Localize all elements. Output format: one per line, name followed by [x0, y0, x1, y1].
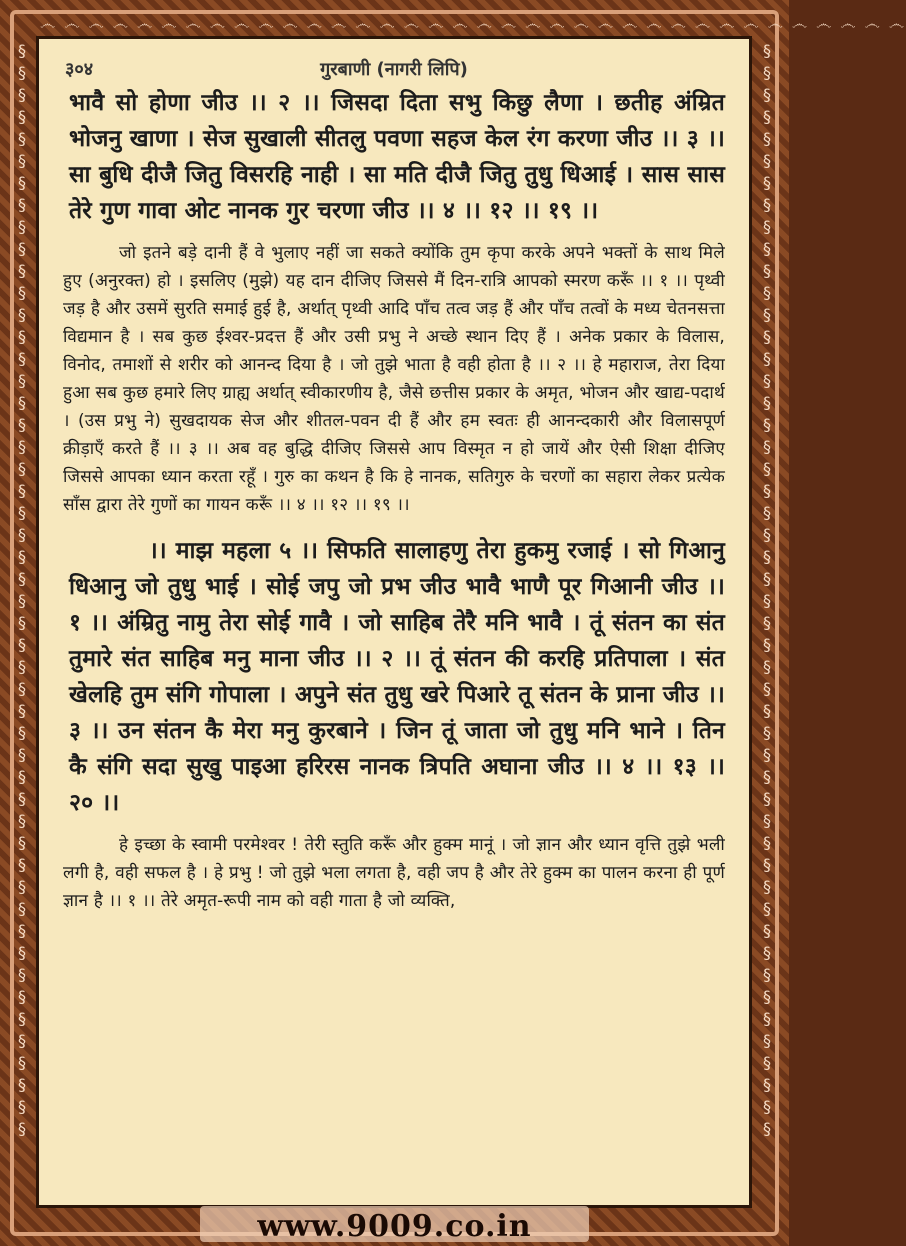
scripture-page	[36, 36, 752, 1208]
page-title: गुरबाणी (नागरी लिपि)	[320, 59, 468, 80]
translation-block-1: जो इतने बड़े दानी हैं वे भुलाए नहीं जा सकते क्योंकि तुम कृपा करके अपने भक्तों के साथ मिले हुए (अनुरक्त) हो । इसलिए (मुझे) यह दान दीजिए जिससे मैं दिन-रात्रि आपको स्मरण करूँ ।। १ ।। पृथ्वी जड़ है और उसमें सुरति समाई हुई है, अर्थात् पृथ्वी आदि पाँच तत्व जड़ हैं और पाँच तत्वों के मध्य चेतनसत्ता विद्यमान है । सब कुछ ईश्वर-प्रदत्त हैं और उसी प्रभु ने अच्छे स्थान दिए हैं । अनेक प्रकार के विलास, विनोद, तमाशों से शरीर को आनन्द दिया है । जो तुझे भाता है वही होता है ।। २ ।। हे महाराज, तेरा दिया हुआ सब कुछ हमारे लिए ग्राह्य अर्थात् स्वीकारणीय है, जैसे छत्तीस प्रकार के अमृत, भोजन और खाद्य-पदार्थ । (उस प्रभु ने) सुखदायक सेज और शीतल-पवन दी हैं और हम स्वतः ही आनन्दकारी और विलासपूर्ण क्रीड़ाएँ करते हैं ।। ३ ।। अब वह बुद्धि दीजिए जिससे आप विस्मृत न हो जायें और ऐसी शिक्षा दीजिए जिससे आपका ध्यान करता रहूँ । गुरु का कथन है कि हे नानक, सतिगुरु के चरणों का सहारा लेकर प्रत्येक साँस द्वारा तेरे गुणों का गायन करूँ ।। ४ ।। १२ ।। १९ ।।	[63, 243, 725, 515]
left-ornament-band: § § § § § § § § § § § § § § § § § § § § § § § § § § § § § § § § § § § § § § § § § § § § § § § § § §	[18, 41, 26, 1138]
page-header	[39, 39, 749, 79]
top-ornament-band: ෴ ෴ ෴ ෴ ෴ ෴ ෴ ෴ ෴ ෴ ෴ ෴ ෴ ෴ ෴ ෴ ෴ ෴ ෴ ෴ ෴ ෴ ෴ ෴ ෴ ෴ ෴ ෴ ෴ ෴ ෴ ෴ ෴ ෴ ෴ ෴	[40, 14, 906, 33]
right-ornament-band: § § § § § § § § § § § § § § § § § § § § § § § § § § § § § § § § § § § § § § § § § § § § § § § § § §	[763, 41, 771, 1138]
verse-block-2: ।। माझ महला ५ ।। सिफति सालाहणु तेरा हुकमु रजाई । सो गिआनु धिआनु जो तुधु भाई । सोई जपु जो प्रभ जीउ भावै भाणै पूर गिआनी जीउ ।। १ ।। अंम्रितु नामु तेरा सोई गावै । जो साहिब तेरै मनि भावै । तूं संतन का संत तुमारे संत साहिब मनु माना जीउ ।। २ ।। तूं संतन की करहि प्रतिपाला । संत खेलहि तुम संगि गोपाला । अपुने संत तुधु खरे पिआरे तू संतन के प्राना जीउ ।। ३ ।। उन संतन कै मेरा मनु कुरबाने । जिन तूं जाता जो तुधु मनि भाने । तिन कै संगि सदा सुखु पाइआ हरिरस नानक त्रिपति अघाना जीउ ।। ४ ।। १३ ।। २० ।।	[69, 538, 725, 816]
footer-website-link[interactable]: www.9009.co.in	[257, 1209, 532, 1244]
page-number: ३०४	[65, 59, 94, 80]
translation-block-2: हे इच्छा के स्वामी परमेश्वर ! तेरी स्तुति करूँ और हुक्म मानूं । जो ज्ञान और ध्यान वृत्ति तुझे भली लगी है, वही सफल है । हे प्रभु ! जो तुझे भला लगता है, वही जप है और तेरे हुक्म का पालन करना ही पूर्ण ज्ञान है ।। १ ।। तेरे अमृत-रूपी नाम को वही गाता है जो व्यक्ति,	[63, 835, 725, 911]
verse-block-1: भावै सो होणा जीउ ।। २ ।। जिसदा दिता सभु किछु लैणा । छतीह अंम्रित भोजनु खाणा । सेज सुखाली सीतलु पवणा सहज केल रंग करणा जीउ ।। ३ ।। सा बुधि दीजै जितु विसरहि नाही । सा मति दीजै जितु तुधु धिआई । सास सास तेरे गुण गावा ओट नानक गुर चरणा जीउ ।। ४ ।। १२ ।। १९ ।।	[69, 90, 725, 224]
